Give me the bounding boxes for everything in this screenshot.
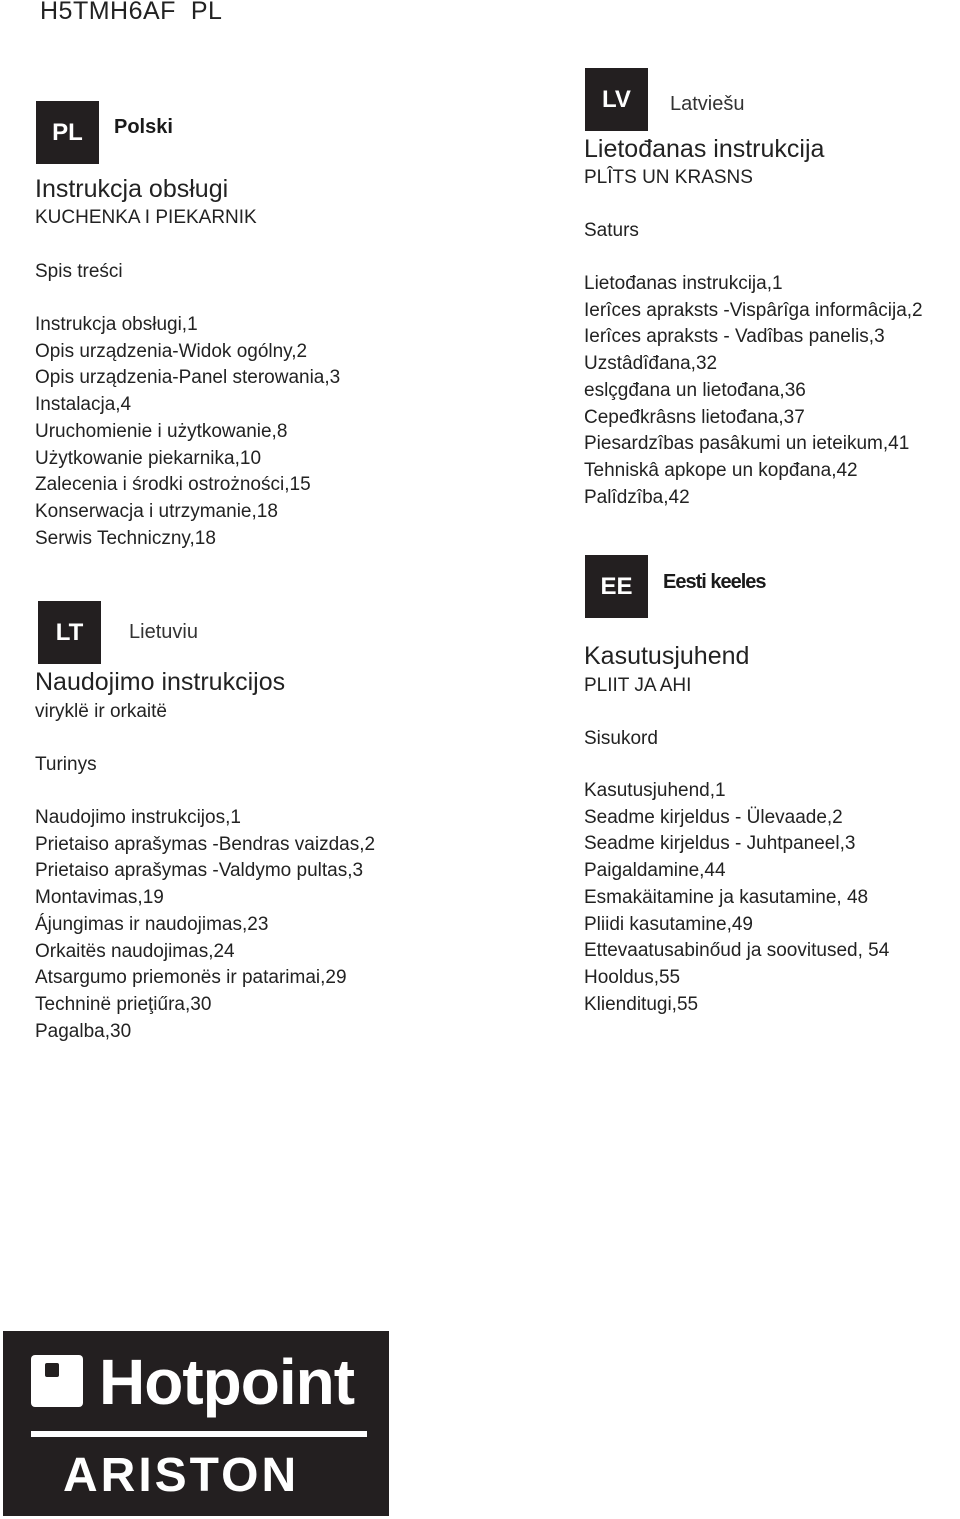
manual-subtitle-lv: PLÎTS UN KRASNS (584, 167, 753, 188)
toc-item: Naudojimo instrukcijos,1 (35, 807, 241, 828)
toc-item: Techninë prieţiűra,30 (35, 993, 212, 1015)
language-name-pl: Polski (114, 116, 173, 138)
toc-item: Konserwacja i utrzymanie,18 (35, 500, 278, 522)
toc-item: Serwis Techniczny,18 (35, 527, 216, 549)
toc-item: Orkaitës naudojimas,24 (35, 940, 235, 962)
contents-label-ee: Sisukord (584, 728, 658, 749)
toc-item: eslçgđana un lietođana,36 (584, 379, 806, 401)
toc-item: Cepeđkrâsns lietođana,37 (584, 406, 805, 428)
manual-subtitle-lt: viryklë ir orkaitë (35, 701, 167, 722)
toc-item: Kasutusjuhend,1 (584, 780, 726, 801)
toc-item: Instrukcja obsługi,1 (35, 314, 198, 335)
toc-item: Montavimas,19 (35, 887, 164, 909)
toc-list-ee (584, 778, 889, 1018)
toc-item: Użytkowanie piekarnika,10 (35, 447, 262, 469)
language-badge-lt: LT (38, 601, 101, 664)
toc-item: Paigaldamine,44 (584, 860, 726, 882)
toc-item: Ettevaatusabinőud ja soovitused, 54 (584, 940, 890, 962)
toc-list-pl (35, 312, 340, 552)
toc-list-lv (584, 271, 923, 511)
toc-item: Opis urządzenia-Panel sterowania,3 (35, 367, 341, 389)
brand-logo (3, 1331, 389, 1516)
toc-item: Uruchomienie i użytkowanie,8 (35, 420, 288, 442)
toc-item: Uzstâdîđana,32 (584, 353, 718, 375)
language-badge-lv: LV (585, 68, 648, 131)
toc-item: Palîdzîba,42 (584, 486, 690, 508)
toc-item: Ierîces apraksts - Vadîbas panelis,3 (584, 326, 885, 348)
hotpoint-mark-icon (31, 1355, 83, 1407)
toc-item: Klienditugi,55 (584, 993, 699, 1015)
logo-divider (31, 1431, 367, 1437)
manual-title-lt: Naudojimo instrukcijos (35, 668, 286, 696)
toc-item: Opis urządzenia-Widok ogólny,2 (35, 340, 308, 362)
language-badge-ee: EE (585, 555, 648, 618)
toc-item: Ierîces apraksts -Vispârîga informâcija,2 (584, 299, 923, 321)
toc-item: Prietaiso aprašymas -Bendras vaizdas,2 (35, 833, 376, 855)
model-code: H5TMH6AF PL (40, 0, 223, 25)
toc-item: Seadme kirjeldus - Ülevaade,2 (584, 806, 843, 828)
manual-subtitle-pl: KUCHENKA I PIEKARNIK (35, 207, 257, 228)
language-name-lv: Latviešu (670, 93, 745, 115)
language-badge-pl: PL (36, 101, 99, 164)
toc-item: Prietaiso aprašymas -Valdymo pultas,3 (35, 860, 364, 882)
toc-item: Ájungimas ir naudojimas,23 (35, 913, 269, 935)
toc-item: Esmakäitamine ja kasutamine, 48 (584, 886, 869, 908)
toc-list-lt (35, 805, 375, 1045)
language-name-lt: Lietuviu (129, 621, 198, 643)
logo-wordmark-top: Hotpoint (99, 1346, 354, 1418)
toc-item: Piesardzîbas pasâkumi un ieteikum,41 (584, 433, 910, 455)
manual-subtitle-ee: PLIIT JA AHI (584, 675, 692, 696)
contents-label-lv: Saturs (584, 220, 639, 241)
toc-item: Zalecenia i środki ostrożności,15 (35, 474, 311, 496)
contents-label-pl: Spis treści (35, 261, 123, 282)
manual-title-ee: Kasutusjuhend (584, 642, 750, 670)
manual-title-lv: Lietođanas instrukcija (584, 135, 825, 163)
language-name-ee: Eesti keeles (663, 571, 766, 593)
toc-item: Seadme kirjeldus - Juhtpaneel,3 (584, 833, 856, 855)
toc-item: Atsargumo priemonës ir patarimai,29 (35, 967, 347, 989)
manual-title-pl: Instrukcja obsługi (35, 175, 229, 203)
toc-item: Tehniskâ apkope un kopđana,42 (584, 459, 858, 481)
toc-item: Lietođanas instrukcija,1 (584, 273, 783, 294)
toc-item: Pliidi kasutamine,49 (584, 913, 753, 935)
contents-label-lt: Turinys (35, 754, 97, 775)
toc-item: Hooldus,55 (584, 966, 681, 988)
toc-item: Instalacja,4 (35, 394, 132, 416)
toc-item: Pagalba,30 (35, 1020, 132, 1042)
logo-wordmark-bottom: ARISTON (63, 1449, 300, 1502)
